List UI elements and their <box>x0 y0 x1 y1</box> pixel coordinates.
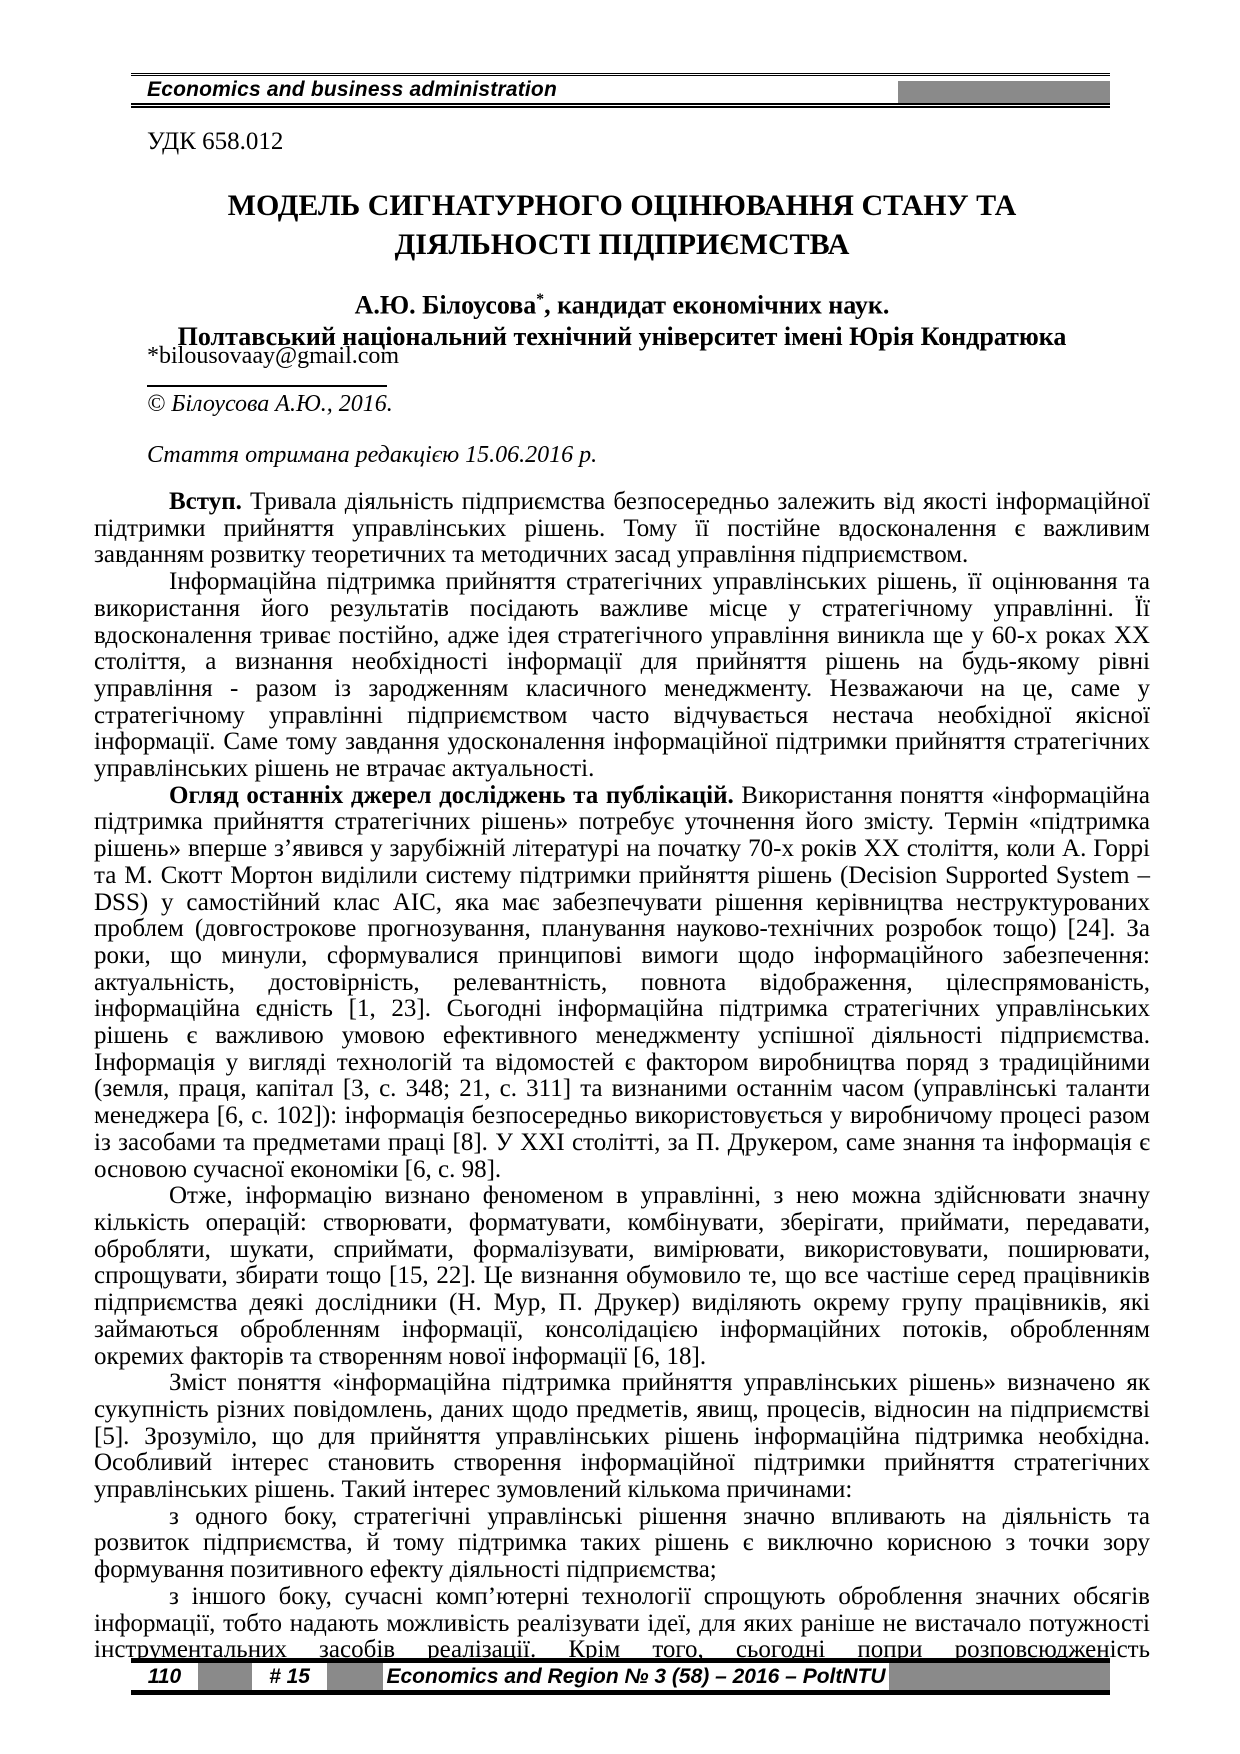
running-header-title: Economics and business administration <box>147 78 557 101</box>
paragraph-text: Отже, інформацію визнано феноменом в управлінні, з нею можна здійснювати значну кількість операцій: створювати, форматувати, комбінувати, зберігати, приймати, передавати, обробляти, шукати, сприймати, формалізувати, вимірювати, використовувати, поширювати, спрощувати, збирати тощо [15, 22]. Це визнання обумовило те, що все частіше серед працівників підприємства деякі дослідники (Н. Мур, П. Друкер) виділяють окрему групу працівників, які займаються обробленням інформації, консолідацією інформаційних потоків, обробленням окремих факторів та створенням нової інформації [6, 18]. <box>94 1182 1150 1370</box>
article-title-block <box>94 186 1150 264</box>
page-footer <box>131 1658 1110 1695</box>
footer-separator-block <box>198 1663 252 1690</box>
footnote-divider <box>147 385 387 387</box>
footer-row <box>131 1658 1110 1695</box>
udc-number: УДК 658.012 <box>147 128 284 155</box>
author-name: А.Ю. Білоусова <box>354 290 537 320</box>
copyright-line: © Білоусова А.Ю., 2016. <box>147 391 393 417</box>
author-email: *bilousovaay@gmail.com <box>147 343 400 369</box>
body-paragraph <box>94 1370 1150 1504</box>
paragraph-text: Тривала діяльність підприємства безпосередньо залежить від якості інформаційної підтримки прийняття управлінських рішень. Тому її постійне вдосконалення є важливим завданням розвитку теоретичних та методичних засад управління підприємством. <box>94 488 1150 569</box>
article-body <box>94 489 1150 1664</box>
body-paragraph <box>94 489 1150 569</box>
received-date-line: Стаття отримана редакцією 15.06.2016 р. <box>147 442 598 468</box>
paragraph-lead: Вступ. <box>169 488 251 515</box>
paragraph-text: Інформаційна підтримка прийняття стратегічних управлінських рішень, її оцінювання та використання його результатів посідають важливе місце у стратегічному управлінні. Її вдосконалення триває постійно, адже ідея стратегічного управління виникла ще у 60-х роках ХХ століття, а визнання необхідності інформації для прийняття рішень на будь-якому рівні управління - разом із зародженням класичного менеджменту. Незважаючи на це, саме у стратегічному управлінні підприємством часто відчувається нестача необхідної якісної інформації. Саме тому завдання удосконалення інформаційної підтримки прийняття стратегічних управлінських рішень не втрачає актуальності. <box>94 568 1150 783</box>
body-paragraph <box>94 569 1150 783</box>
footer-separator-block <box>327 1663 383 1690</box>
author-footnote-mark: * <box>536 291 545 308</box>
byline <box>94 284 1150 352</box>
body-paragraph <box>94 1183 1150 1370</box>
footer-issue-number: # 15 <box>252 1663 327 1690</box>
affiliation: Полтавський національний технічний університет імені Юрія Кондратюка <box>177 321 1067 351</box>
paragraph-text: Використання поняття «інформаційна підтримка прийняття стратегічних рішень» потребує уточнення його змісту. Термін «підтримка рішень» вперше з’явився у зарубіжній літературі на початку 70-х років ХХ століття, коли А. Горрі та М. Скотт Мортон виділили систему підтримки прийняття рішень (Decision Supported System – DSS) у самостійний клас АІС, яка має забезпечувати рішення керівництва неструктурованих проблем (довгострокове прогнозування, планування науково-технічних розробок тощо) [24]. За роки, що минули, сформувалися принципові вимоги щодо інформаційного забезпечення: актуальність, достовірність, релевантність, повнота відображення, цілеспрямованість, інформаційна єдність [1, 23]. Сьогодні інформаційна підтримка стратегічних управлінських рішень є важливою умовою ефективного менеджменту успішної діяльності підприємства. Інформація у вигляді технологій та відомостей є фактором виробництва поряд з традиційними (земля, праця, капітал [3, с. 348; 21, с. 311] та визнаними останнім часом (управлінські таланти менеджера [6, с. 102]): інформація безпосередньо використовується у виробничому процесі разом із засобами та предметами праці [8]. У ХХІ столітті, за П. Друкером, саме знання та інформація є основою сучасної економіки [6, с. 98]. <box>94 781 1150 1183</box>
footer-page-number: 110 <box>131 1663 198 1690</box>
paragraph-text: з одного боку, стратегічні управлінські рішення значно впливають на діяльність та розвиток підприємства, й тому підтримка таких рішень є виключно корисною з точки зору формування позитивного ефекту діяльності підприємства; <box>94 1502 1150 1584</box>
paragraph-lead: Огляд останніх джерел досліджень та публікацій. <box>169 781 742 809</box>
body-paragraph <box>94 1504 1150 1584</box>
body-paragraph <box>94 1584 1150 1664</box>
author-line <box>94 284 1150 321</box>
header-accent-block <box>898 81 1110 103</box>
body-paragraph <box>94 783 1150 1184</box>
footer-separator-block <box>889 1663 1110 1690</box>
paragraph-text: з іншого боку, сучасні комп’ютерні технології спрощують оброблення значних обсягів інформації, тобто надають можливість реалізувати ідеї, для яких раніше не вистачало потужності інструментальних засобів реалізації. Крім того, сьогодні попри розповсюдженість <box>94 1582 1150 1664</box>
footer-journal-title: Economics and Region № 3 (58) – 2016 – PoltNTU <box>383 1663 889 1690</box>
article-title: МОДЕЛЬ СИГНАТУРНОГО ОЦІНЮВАННЯ СТАНУ ТА ДІЯЛЬНОСТІ ПІДПРИЄМСТВА <box>227 189 1017 261</box>
author-degree: , кандидат економічних наук. <box>544 290 890 320</box>
running-header <box>131 73 1110 108</box>
paragraph-text: Зміст поняття «інформаційна підтримка прийняття управлінських рішень» визначено як сукупність різних повідомлень, даних щодо предметів, явищ, процесів, відносин на підприємстві [5]. Зрозуміло, що для прийняття управлінських рішень інформаційна підтримка необхідна. Особливий інтерес становить створення інформаційної підтримки прийняття стратегічних управлінських рішень. Такий інтерес зумовлений кількома причинами: <box>94 1369 1150 1504</box>
